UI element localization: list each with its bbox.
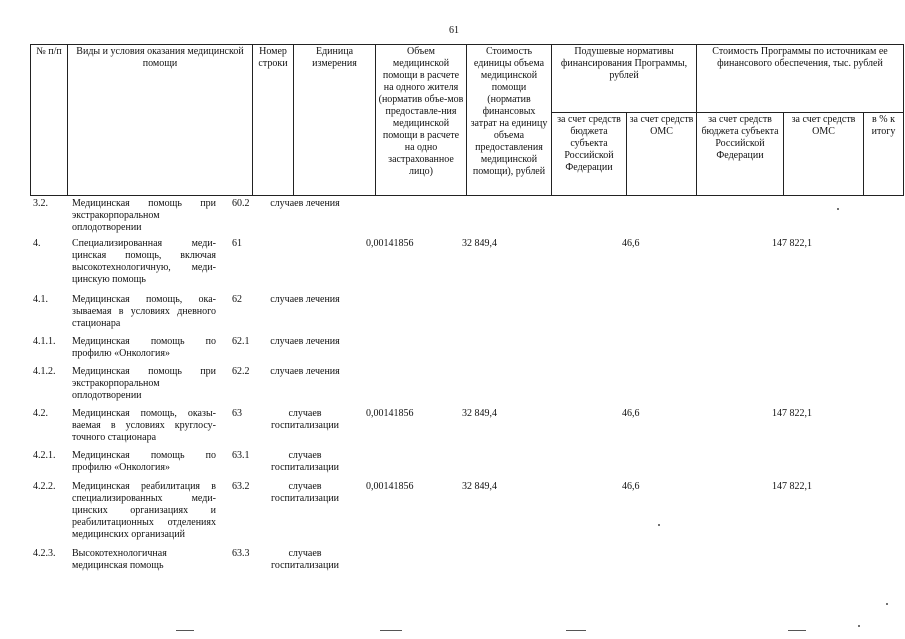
row-num: 4.2. [33,408,48,419]
row-num: 3.2. [33,198,48,209]
header-percapita-oms: за счет средств ОМС [627,113,697,196]
row-volume: 0,00141856 [366,238,414,249]
row-name: Медицинская помощь при экстракорпоральном оплодотворении [72,198,216,233]
header-percapita: Подушевые нормативы финансирования Программы, рублей [552,45,697,113]
row-unit: случаев госпитализации [270,548,340,571]
row-line: 62.2 [232,366,250,377]
row-name: Медицинская помощь по профилю «Онкология» [72,450,216,473]
row-num: 4.1. [33,294,48,305]
header-volume: Объем медицинской помощи в расчете на одного жителя (норматив объе-мов предоставле-ния медицинской помощи в расчете на одно застрахованное лицо) [376,45,467,196]
scan-dot [858,625,860,627]
scan-artifact [566,630,586,631]
row-cost: 32 849,4 [462,481,497,492]
header-program-budget: за счет средств бюджета субъекта Российской Федерации [697,113,784,196]
row-line: 63.3 [232,548,250,559]
scan-artifact [176,630,194,631]
row-name: Медицинская помощь, ока-зываемая в условиях дневного стационара [72,294,216,329]
row-unit: случаев лечения [270,198,340,209]
header-program-oms: за счет средств ОМС [784,113,864,196]
row-line: 61 [232,238,242,249]
row-name: Медицинская помощь при экстракорпоральном оплодотворении [72,366,216,401]
row-num: 4.2.1. [33,450,56,461]
header-line: Номер строки [253,45,294,196]
row-unit: случаев госпитализации [270,481,340,504]
row-name: Медицинская помощь, оказы-ваемая в условиях круглосу-точного стационара [72,408,216,443]
header-program-pct: в % к итогу [864,113,904,196]
scan-dot [837,208,839,210]
row-num: 4.2.3. [33,548,56,559]
row-cost: 32 849,4 [462,408,497,419]
row-unit: случаев госпитализации [270,408,340,431]
row-num: 4.2.2. [33,481,56,492]
row-volume: 0,00141856 [366,481,414,492]
row-percapita-oms: 46,6 [622,238,640,249]
scan-dot [658,524,660,526]
row-unit: случаев госпитализации [270,450,340,473]
header-unit: Единица измерения [294,45,376,196]
row-percapita-oms: 46,6 [622,481,640,492]
row-line: 63.2 [232,481,250,492]
row-name: Специализированная меди-цинская помощь, включая высокотехнологичную, меди-цинскую помощь [72,238,216,285]
scan-dot [886,603,888,605]
row-line: 63 [232,408,242,419]
header-program: Стоимость Программы по источникам ее финансового обеспечения, тыс. рублей [697,45,904,113]
row-program-oms: 147 822,1 [772,481,812,492]
row-unit: случаев лечения [270,366,340,377]
row-cost: 32 849,4 [462,238,497,249]
row-num: 4.1.1. [33,336,56,347]
header-percapita-budget: за счет средств бюджета субъекта Российской Федерации [552,113,627,196]
row-unit: случаев лечения [270,336,340,347]
row-name: Медицинская реабилитация в специализированных меди-цинских организациях и реабилитационных отделениях медицинских организаций [72,481,216,540]
page-number: 61 [449,25,459,36]
row-line: 62 [232,294,242,305]
row-percapita-oms: 46,6 [622,408,640,419]
row-program-oms: 147 822,1 [772,408,812,419]
row-line: 63.1 [232,450,250,461]
header-types: Виды и условия оказания медицинской помощи [68,45,253,196]
row-volume: 0,00141856 [366,408,414,419]
row-num: 4. [33,238,41,249]
row-unit: случаев лечения [270,294,340,305]
scan-artifact [788,630,806,631]
row-name: Высокотехнологичная медицинская помощь [72,548,167,571]
row-name: Медицинская помощь по профилю «Онкология» [72,336,216,359]
row-program-oms: 147 822,1 [772,238,812,249]
row-line: 62.1 [232,336,250,347]
row-line: 60.2 [232,198,250,209]
scan-artifact [380,630,402,631]
header-num: № п/п [31,45,68,196]
row-num: 4.1.2. [33,366,56,377]
header-cost: Стоимость единицы объема медицинской помощи (норматив финансовых затрат на единицу объема предоставления медицинской помощи), рублей [467,45,552,196]
